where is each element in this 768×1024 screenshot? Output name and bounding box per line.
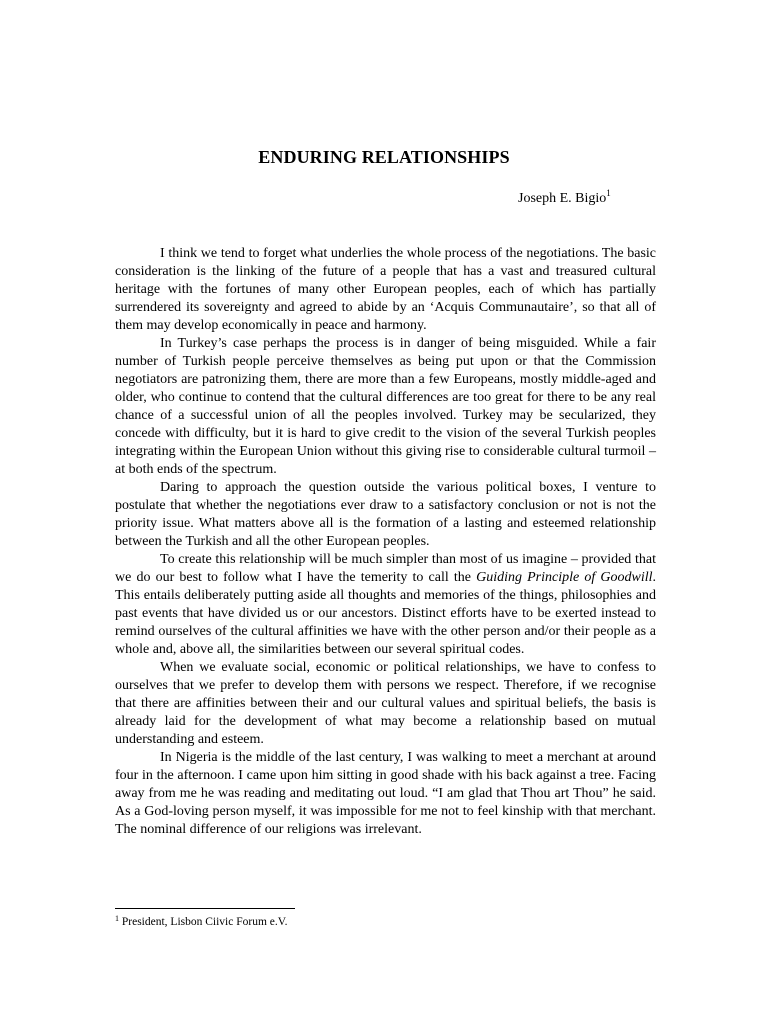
paragraph-4-text-after: . This entails deliberately putting aside all thoughts and memories of the things, philosophies and past events that have divided us or our ancestors. Distinct efforts have to be exerted instead to remind ourselves of the cultural affinities we have with the other person and/or their people as a whole and, above all, the similarities between our several spiritual codes.	[115, 570, 656, 657]
author-footnote-mark: 1	[606, 188, 611, 198]
footnote-mark: 1	[115, 914, 119, 923]
paragraph-4	[115, 551, 656, 659]
paragraph-4-emphasis: Guiding Principle of Goodwill	[476, 570, 653, 585]
page-title: ENDURING RELATIONSHIPS	[258, 147, 510, 167]
paragraph-6: In Nigeria is the middle of the last century, I was walking to meet a merchant at around four in the afternoon. I came upon him sitting in good shade with his back against a tree. Facing away from me he was reading and meditating out loud. “I am glad that Thou art Thou” he said. As a God-loving person myself, it was impossible for me not to feel kinship with that merchant. The nominal difference of our religions was irrelevant.	[115, 750, 656, 837]
footnote-divider	[115, 908, 295, 909]
paragraph-3: Daring to approach the question outside the various political boxes, I venture to postulate that whether the negotiations ever draw to a satisfactory conclusion or not is not the priority issue. What matters above all is the formation of a lasting and esteemed relationship between the Turkish and all the other European peoples.	[115, 480, 656, 549]
author-name: Joseph E. Bigio	[518, 191, 607, 206]
footnote	[115, 916, 287, 928]
paragraph-1: I think we tend to forget what underlies the whole process of the negotiations. The basic consideration is the linking of the future of a people that has a vast and treasured cultural heritage with the fortunes of many other European peoples, each of which has partially surrendered its sovereignty and agreed to abide by an ‘Acquis Communautaire’, so that all of them may develop economically in peace and harmony.	[115, 246, 656, 333]
article-body	[115, 245, 656, 839]
paragraph-2: In Turkey’s case perhaps the process is in danger of being misguided. While a fair number of Turkish people perceive themselves as being put upon or that the Commission negotiators are patronizing them, there are more than a few Europeans, mostly middle-aged and older, who continue to contend that the cultural differences are too great for there to be any real chance of a successful union of all the peoples involved. Turkey may be secularized, they concede with difficulty, but it is hard to give credit to the vision of the several Turkish peoples integrating within the European Union without this giving rise to considerable cultural turmoil – at both ends of the spectrum.	[115, 336, 656, 477]
paragraph-4-text-before: To create this relationship will be much simpler than most of us imagine – provided that we do our best to follow what I have the temerity to call the	[115, 552, 656, 585]
paragraph-5: When we evaluate social, economic or political relationships, we have to confess to ourselves that we prefer to develop them with persons we respect. Therefore, if we recognise that there are affinities between their and our cultural values and spiritual beliefs, the basis is already laid for the development of what may become a relationship based on mutual understanding and esteem.	[115, 660, 656, 747]
footnote-text: President, Lisbon Ciivic Forum e.V.	[121, 916, 288, 928]
author-line	[518, 188, 611, 207]
